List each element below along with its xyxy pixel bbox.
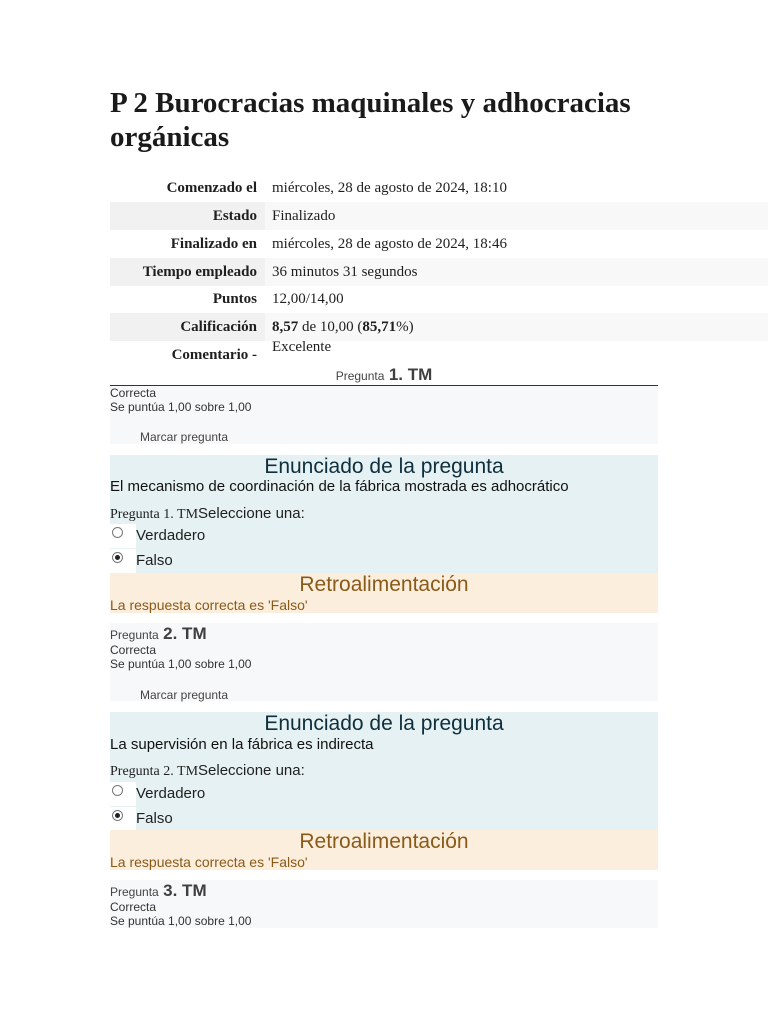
flag-question-link[interactable]: Marcar pregunta — [140, 430, 229, 444]
question-score: Se puntúa 1,00 sobre 1,00 — [110, 914, 252, 928]
summary-value: Excelente — [272, 339, 332, 355]
summary-row-finished — [110, 230, 768, 258]
question-2-content — [110, 712, 658, 830]
option-label[interactable]: Verdadero — [136, 785, 206, 802]
answer-prompt — [110, 762, 305, 781]
radio-button-checked[interactable] — [112, 810, 123, 821]
feedback-heading: Retroalimentación — [299, 573, 469, 596]
grade-close: %) — [396, 319, 414, 335]
option-label[interactable]: Falso — [136, 810, 173, 827]
grade-percent: 85,71 — [362, 319, 397, 335]
summary-value: 12,00/14,00 — [272, 291, 344, 307]
option-falso[interactable] — [110, 807, 410, 829]
grade-scale: de 10,00 ( — [298, 319, 363, 335]
grade-score: 8,57 — [272, 319, 299, 335]
question-text: El mecanismo de coordinación de la fábrica mostrada es adhocrático — [110, 478, 569, 495]
radio-button[interactable] — [112, 785, 123, 796]
feedback-text: La respuesta correcta es 'Falso' — [110, 854, 308, 870]
question-2-feedback — [110, 830, 658, 870]
page-title: P 2 Burocracias maquinales y adhocracias orgánicas — [110, 87, 631, 153]
question-1-content — [110, 455, 658, 573]
summary-value: miércoles, 28 de agosto de 2024, 18:10 — [272, 180, 507, 196]
summary-value: Finalizado — [272, 208, 336, 224]
summary-label: Finalizado en — [170, 236, 257, 252]
question-status: Correcta — [110, 900, 157, 914]
radio-button-checked[interactable] — [112, 552, 123, 563]
question-word: Pregunta — [110, 628, 159, 642]
flag-question-link[interactable]: Marcar pregunta — [140, 688, 229, 702]
question-status: Correcta — [110, 643, 157, 657]
question-1-info — [110, 386, 658, 444]
feedback-heading: Retroalimentación — [299, 830, 469, 853]
summary-row-started — [110, 174, 768, 202]
question-score: Se puntúa 1,00 sobre 1,00 — [110, 657, 252, 671]
feedback-text: La respuesta correcta es 'Falso' — [110, 597, 308, 613]
question-1-header — [110, 365, 658, 386]
summary-row-time-taken — [110, 258, 768, 286]
summary-label: Estado — [212, 208, 257, 224]
question-status: Correcta — [110, 386, 157, 400]
option-verdadero[interactable] — [110, 782, 410, 804]
summary-label: Puntos — [212, 291, 257, 307]
prompt-question-ref: Pregunta 2. TM — [110, 764, 199, 779]
prompt-text: Seleccione una: — [198, 505, 305, 522]
question-1-feedback — [110, 573, 658, 613]
question-score: Se puntúa 1,00 sobre 1,00 — [110, 400, 252, 414]
prompt-text: Seleccione una: — [198, 762, 305, 779]
option-verdadero[interactable] — [110, 524, 410, 546]
summary-label: Calificación — [180, 319, 257, 335]
answer-prompt — [110, 505, 305, 524]
summary-label: Tiempo empleado — [142, 264, 257, 280]
statement-heading: Enunciado de la pregunta — [264, 712, 504, 735]
option-label[interactable]: Falso — [136, 552, 173, 569]
summary-label: Comenzado el — [166, 180, 257, 196]
summary-label: Comentario - — [171, 347, 257, 363]
option-falso[interactable] — [110, 549, 410, 571]
summary-value: 36 minutos 31 segundos — [272, 264, 418, 280]
question-number: 1. TM — [388, 365, 433, 384]
summary-row-grade — [110, 313, 768, 341]
summary-value: miércoles, 28 de agosto de 2024, 18:46 — [272, 236, 507, 252]
prompt-question-ref: Pregunta 1. TM — [110, 507, 199, 522]
radio-button[interactable] — [112, 527, 123, 538]
question-word: Pregunta — [110, 885, 159, 899]
question-3-info — [110, 880, 658, 928]
summary-row-state — [110, 202, 768, 230]
question-2-info — [110, 623, 658, 701]
summary-row-comment — [110, 341, 768, 367]
question-text: La supervisión en la fábrica es indirecta — [110, 736, 374, 753]
question-word: Pregunta — [335, 369, 385, 383]
statement-heading: Enunciado de la pregunta — [264, 455, 504, 478]
option-label[interactable]: Verdadero — [136, 527, 206, 544]
question-number: 2. TM — [163, 624, 207, 643]
summary-row-points — [110, 285, 768, 313]
question-number: 3. TM — [163, 881, 207, 900]
